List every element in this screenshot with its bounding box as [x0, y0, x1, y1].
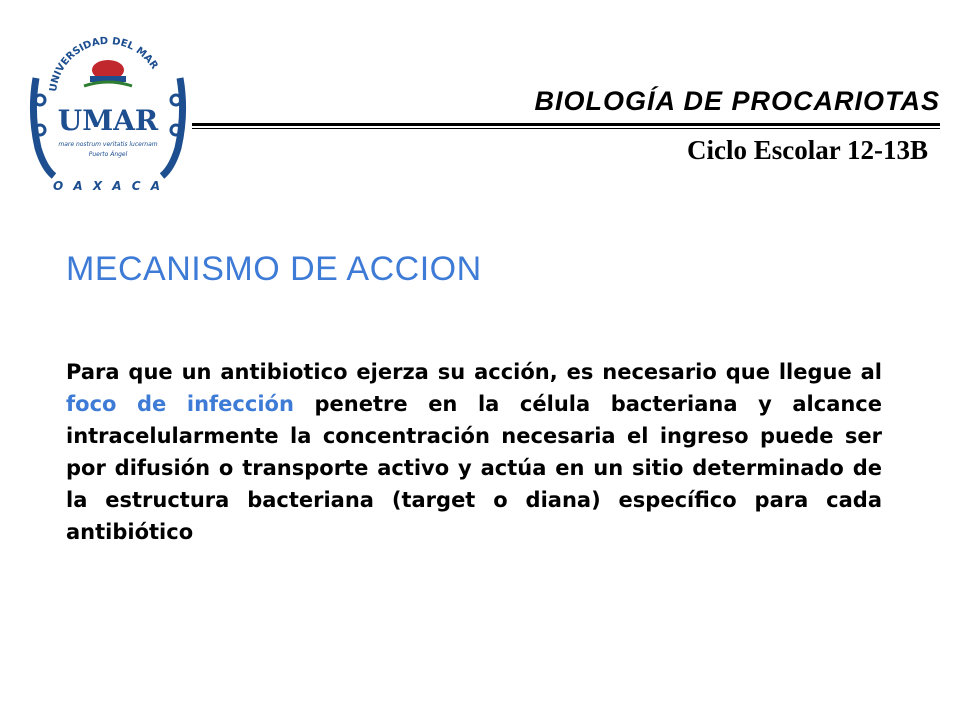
- logo-place: Puerto Ángel: [88, 151, 128, 158]
- body-paragraph: [66, 356, 882, 548]
- logo-monogram: UMAR: [57, 104, 159, 137]
- header-divider-thin: [192, 128, 940, 129]
- logo-arc-text: UNIVERSIDAD DEL MAR: [48, 35, 160, 93]
- university-seal-icon: [28, 18, 188, 198]
- university-logo: [28, 18, 188, 198]
- logo-state: O A X A C A: [52, 179, 164, 193]
- body-text-end: penetre en la célula bacteriana y alcance intracelularmente la concentración necesaria el ingreso puede ser por difusión o transporte activo y actúa en un sitio determinado de la estructura bacteriana (target o diana) específico para cada antibiótico: [66, 392, 883, 544]
- body-text-start: Para que un antibiotico ejerza su acción, es necesario que llegue al: [66, 360, 882, 384]
- school-cycle: Ciclo Escolar 12-13B: [687, 135, 928, 165]
- header-divider: [192, 123, 940, 126]
- section-heading: MECANISMO DE ACCION: [66, 250, 482, 288]
- course-title: BIOLOGÍA DE PROCARIOTAS: [534, 86, 940, 116]
- highlighted-term: foco de infección: [66, 392, 294, 416]
- logo-motto: mare nostrum veritatis lucernam: [58, 141, 158, 148]
